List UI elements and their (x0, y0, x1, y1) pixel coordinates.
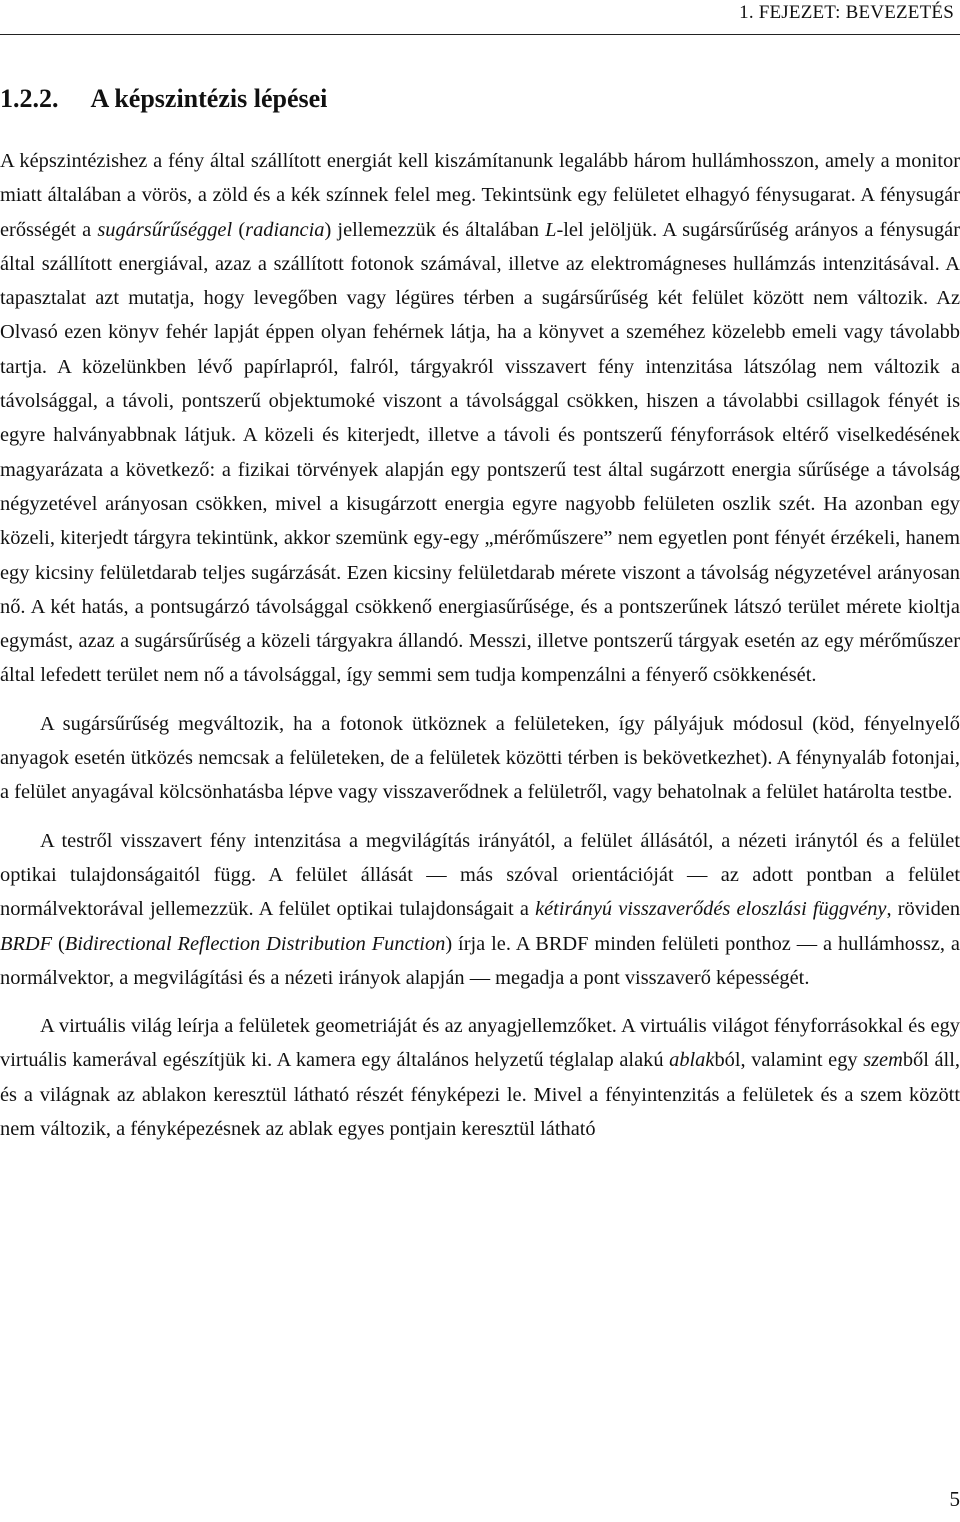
text-run: ból, valamint egy (714, 1049, 864, 1072)
text-run: A sugársűrűség megváltozik, ha a fotonok ütköznek a felületeken, így pályájuk módosul (köd, fényelnyelő anyagok esetén ütközés nemcsak a felületeken, de a felületek közötti térben is bekövetkezhet). A fénynyaláb fotonjai, a felület anyagával kölcsönhatásba lépve vagy visszaverődnek a felületről, vagy behatolnak a felület határolta testbe. (0, 712, 960, 804)
text-run: ) írja le. A BRDF minden felületi ponthoz — a hullámhossz, a normálvektor, a megvilágítási és a nézeti irányok alapján — megadja a pont visszaverő képességét. (0, 932, 960, 989)
italic-term: sugársűrűséggel (97, 218, 233, 241)
header-rule (0, 34, 960, 35)
italic-term: L (545, 218, 557, 241)
paragraph (0, 707, 960, 810)
section-title: A képszintézis lépései (90, 84, 328, 113)
text-run: ) jellemezzük és általában (324, 218, 546, 241)
body-text (0, 144, 960, 1160)
italic-term: szem (863, 1049, 903, 1072)
italic-term: Bidirectional Reflection Distribution Function (64, 932, 446, 955)
italic-term: BRDF (0, 932, 53, 955)
text-run: , röviden (886, 898, 960, 921)
text-run: A testről visszavert fény intenzitása a megvilágítás irányától, a felület állásától, a nézeti iránytól és a felület optikai tulajdonságaitól függ. A felület állását — más szóval orientációját — az adott pontban a felület normálvektorával jellemezzük. A felület optikai tulajdonságait a (0, 829, 960, 921)
section-number: 1.2.2. (0, 84, 59, 113)
text-run: ( (52, 932, 65, 955)
italic-term: radiancia (245, 218, 325, 241)
text-run: A virtuális világ leírja a felületek geometriáját és az anyagjellemzőket. A virtuális világot fényforrásokkal és egy virtuális kamerával egészítjük ki. A kamera egy általános helyzetű téglalap alakú (0, 1015, 960, 1072)
text-run: -lel jelöljük. A sugársűrűség arányos a fénysugár által szállított energiával, azaz a szállított fotonok számával, illetve az elektromágneses hullámzás intenzitásával. A tapasztalat azt mutatja, hogy levegőben vagy légüres térben a sugársűrűség két felület között nem változik. Az Olvasó ezen könyv fehér lapját éppen olyan fehérnek látja, ha a könyvet a szeméhez közelebb emeli vagy távolabb tartja. A közelünkben lévő papírlapról, falról, tárgyakról visszavert fény intenzitása látszólag nem változik a távolsággal, a távoli, pontszerű objektumoké viszont a távolsággal csökken, hiszen a távolabbi csillagok fényét is egyre halványabbnak látjuk. A közeli és kiterjedt, illetve a távoli és pontszerű fényforrások eltérő viselkedésének magyarázata a következő: a fizikai törvények alapján egy pontszerű test által sugárzott energia sűrűsége a távolság négyzetével arányosan csökken, mivel a kisugárzott energia egyre nagyobb felületen oszlik szét. Ha azonban egy közeli, kiterjedt tárgyra tekintünk, akkor szemünk egy-egy „mérőműszere” nem egyetlen pont fényét érzékeli, hanem egy kicsiny felületdarab teljes sugárzását. Ezen kicsiny felületdarab mérete viszont a távolság négyzetével arányosan nő. A két hatás, a pontsugárzó távolsággal csökkenő energiasűrűsége, és a pontszerűnek látszó terület mérete kioltja egymást, azaz a sugársűrűség a közeli tárgyakra állandó. Messzi, illetve pontszerű tárgyak esetén az egy mérőműszer által lefedett terület nem nő a távolsággal, így semmi sem tudja kompenzálni a fényerő csökkenését. (0, 218, 960, 687)
paragraph (0, 144, 960, 693)
paragraph (0, 824, 960, 995)
section-heading (0, 84, 327, 114)
text-run: ből áll, és a világnak az ablakon keresztül látható részét fényképezi le. Mivel a fényintenzitás a felületek és a szem között nem változik, a fényképezésnek az ablak egyes pontjain keresztül látható (0, 1049, 960, 1141)
text-run: ( (232, 218, 246, 241)
text-run: A képszintézishez a fény által szállított energiát kell kiszámítanunk legalább három hullámhosszon, amely a monitor miatt általában a vörös, a zöld és a kék színnek felel meg. Tekintsünk egy felületet elhagyó fénysugarat. A fénysugár erősségét a (0, 150, 960, 241)
page-number: 5 (949, 1487, 960, 1511)
italic-term: ablak (669, 1049, 715, 1072)
paragraph (0, 1009, 960, 1146)
italic-term: kétirányú visszaverődés eloszlási függvény (535, 898, 887, 921)
running-head: 1. FEJEZET: BEVEZETÉS (739, 2, 954, 23)
